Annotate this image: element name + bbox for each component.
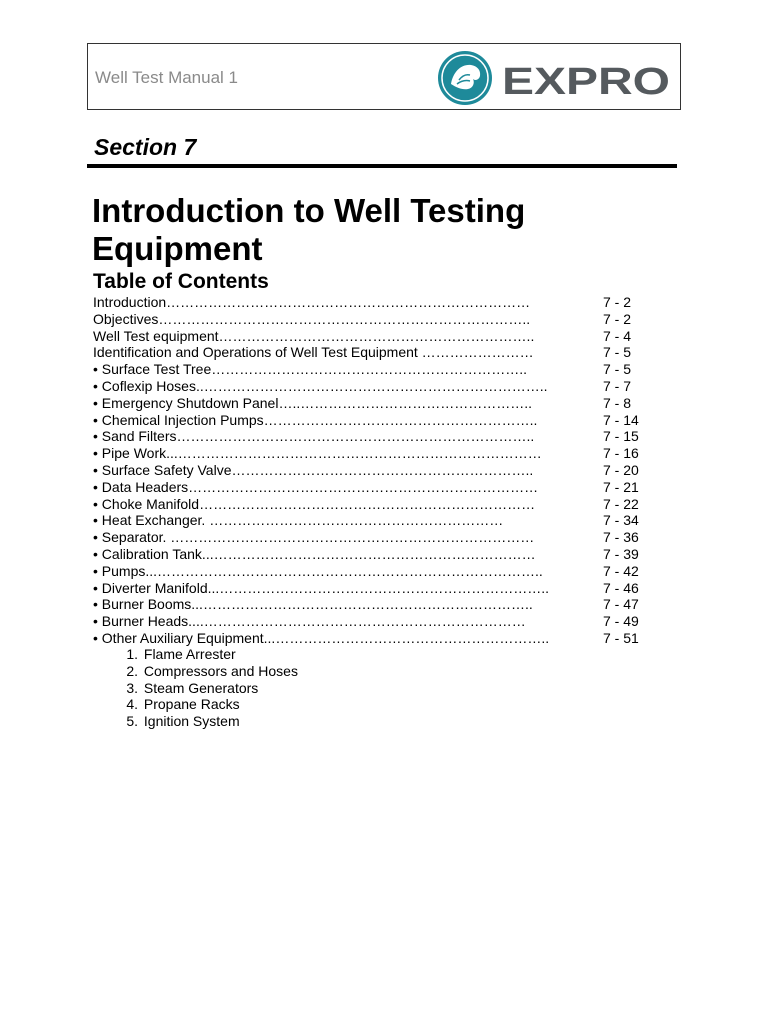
toc-page-number: 7 - 16	[603, 445, 639, 462]
toc-entry: • Sand Filters…………………………………………………………………..	[93, 428, 535, 445]
list-number: 5.	[126, 713, 138, 730]
toc-page-number: 7 - 15	[603, 428, 639, 445]
toc-row	[93, 596, 653, 613]
list-label: Flame Arrester	[143, 646, 236, 662]
list-item	[116, 646, 298, 663]
toc-entry: Well Test equipment…………………………………………………………..	[93, 327, 535, 344]
toc-page-number: 7 - 7	[603, 377, 632, 394]
toc-row	[93, 462, 653, 479]
toc-entry: • Diverter Manifold...……………………………………………………………..	[93, 579, 550, 596]
toc-row	[93, 529, 653, 546]
toc-entry: • Chemical Injection Pumps…………………………………………………..	[93, 411, 538, 428]
toc-row	[93, 395, 653, 412]
toc-page-number: 7 - 49	[603, 613, 639, 630]
table-of-contents	[93, 294, 653, 647]
section-label: Section 7	[94, 134, 197, 160]
toc-entry: • Calibration Tank...……………………………………………………………	[93, 545, 536, 562]
toc-entry: • Coflexip Hoses..………………………………………………………………..	[93, 377, 548, 394]
list-number: 2.	[126, 662, 138, 679]
toc-entry: • Surface Safety Valve………………………………………………………..	[93, 461, 534, 478]
toc-page-number: 7 - 2	[603, 294, 632, 310]
toc-entry: Identification and Operations of Well Test Equipment ……………………	[93, 344, 534, 361]
toc-entry: • Pipe Work...……………………………………………………………………	[93, 445, 542, 462]
list-label: Propane Racks	[143, 696, 240, 713]
list-item	[116, 680, 298, 697]
toc-row	[93, 512, 653, 529]
toc-row	[93, 546, 653, 563]
toc-entry: • Emergency Shutdown Panel…..…………………………………………..	[93, 394, 533, 411]
list-number: 1.	[126, 646, 138, 662]
toc-row	[93, 361, 653, 378]
toc-row	[93, 412, 653, 429]
manual-title: Well Test Manual 1	[95, 68, 238, 87]
toc-page-number: 7 - 36	[603, 529, 639, 546]
auxiliary-equipment-list	[116, 646, 298, 730]
toc-page-number: 7 - 51	[603, 629, 639, 646]
toc-page-number: 7 - 34	[603, 512, 639, 529]
toc-page-number: 7 - 21	[603, 478, 639, 495]
toc-page-number: 7 - 5	[603, 361, 632, 378]
toc-entry: • Pumps...………………………………………………………………………..	[93, 562, 543, 579]
section-divider	[87, 164, 677, 168]
document-title: Introduction to Well Testing Equipment	[92, 192, 526, 267]
list-label: Ignition System	[143, 713, 240, 730]
toc-row	[93, 344, 653, 361]
toc-row	[93, 613, 653, 630]
toc-row	[93, 580, 653, 597]
list-number: 4.	[126, 696, 138, 713]
list-item	[116, 663, 298, 680]
list-item	[116, 713, 298, 730]
toc-entry: • Other Auxiliary Equipment...…………………………………………………..	[93, 629, 550, 646]
toc-page-number: 7 - 14	[603, 411, 639, 428]
list-number: 3.	[126, 679, 138, 696]
toc-page-number: 7 - 20	[603, 461, 639, 478]
toc-entry: • Surface Test Tree…………………………………………………………..	[93, 361, 528, 378]
logo-wordmark: EXPRO	[502, 61, 670, 103]
toc-page-number: 7 - 5	[603, 344, 632, 361]
toc-page-number: 7 - 8	[603, 394, 632, 411]
toc-page-number: 7 - 42	[603, 562, 639, 579]
toc-row	[93, 479, 653, 496]
toc-page-number: 7 - 47	[603, 596, 639, 613]
toc-page-number: 7 - 2	[603, 310, 632, 327]
toc-page-number: 7 - 46	[603, 579, 639, 596]
toc-row	[93, 630, 653, 647]
toc-row	[93, 445, 653, 462]
toc-row	[93, 428, 653, 445]
toc-entry: Introduction……………………………………………………………………	[93, 294, 531, 310]
toc-page-number: 7 - 22	[603, 495, 639, 512]
toc-row	[93, 496, 653, 513]
toc-page-number: 7 - 4	[603, 327, 632, 344]
toc-entry: • Heat Exchanger. ………………………………………………………	[93, 512, 504, 529]
toc-entry: • Data Headers…………………………………………………………………	[93, 478, 539, 495]
toc-heading: Table of Contents	[93, 270, 269, 293]
page-header	[87, 43, 681, 110]
list-item	[116, 696, 298, 713]
toc-row	[93, 311, 653, 328]
toc-row	[93, 294, 653, 311]
toc-page-number: 7 - 39	[603, 545, 639, 562]
toc-row	[93, 378, 653, 395]
list-label: Steam Generators	[143, 679, 259, 696]
toc-entry: • Separator. ……………………………………………………………………	[93, 529, 535, 546]
toc-entry: • Burner Booms...……………………………………………………………..	[93, 596, 533, 613]
toc-entry: • Burner Heads....……………………………………………………………	[93, 613, 526, 630]
expro-logo	[437, 50, 675, 106]
toc-row	[93, 328, 653, 345]
toc-entry: • Choke Manifold………………………………………………………………	[93, 495, 536, 512]
list-label: Compressors and Hoses	[143, 662, 298, 679]
toc-row	[93, 563, 653, 580]
toc-entry: Objectives……………………………………………………………………..	[93, 310, 531, 327]
